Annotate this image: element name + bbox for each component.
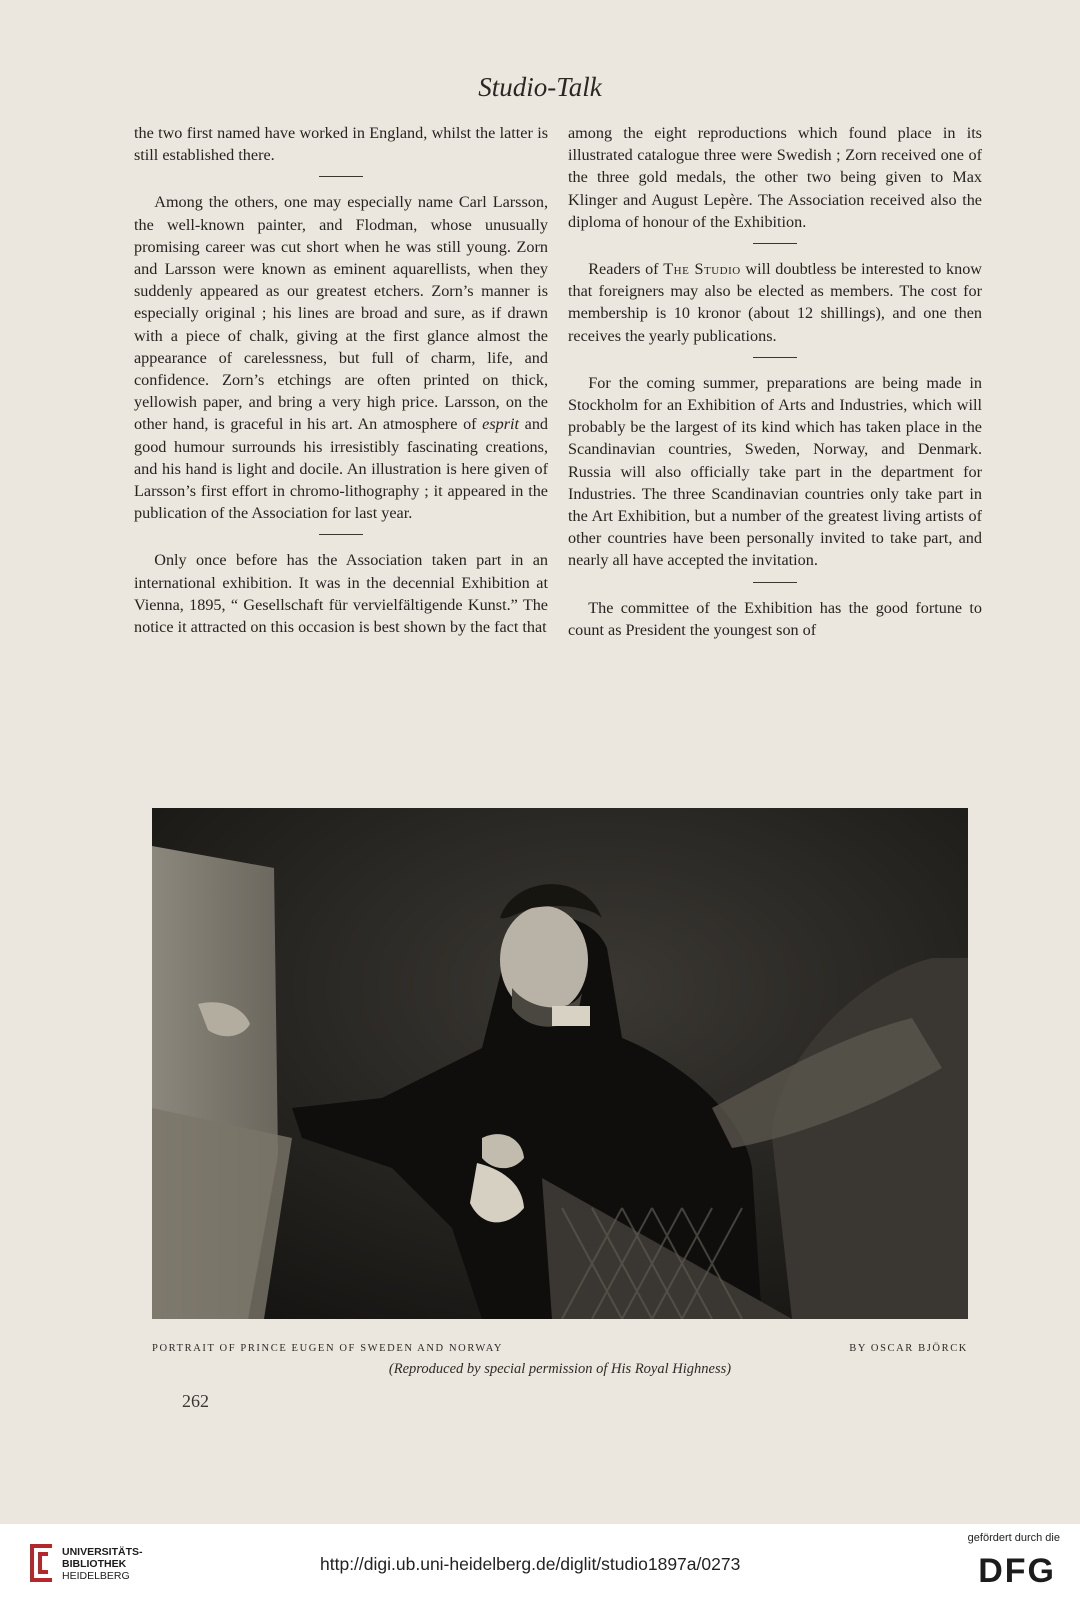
dfg-logo: DFG xyxy=(978,1552,1056,1590)
source-url-link[interactable]: http://digi.ub.uni-heidelberg.de/diglit/studio1897a/0273 xyxy=(320,1554,741,1574)
paragraph: The committee of the Exhibition has the good fortune to count as President the youngest son of xyxy=(568,598,982,639)
running-header: Studio-Talk xyxy=(478,72,602,102)
section-divider xyxy=(753,243,797,244)
paragraph: among the eight reproductions which found place in its illustrated catalogue three were Swedish ; Zorn received one of the three gold medals, the other two being given to Max Klinger and August Lepère. The Association received also the diploma of honour of the Exhibition. xyxy=(568,124,982,231)
caption-artist: BY OSCAR BJÖRCK xyxy=(849,1343,968,1354)
collar xyxy=(552,1006,590,1026)
paragraph: Among the others, one may especially name Carl Larsson, the well-known painter, and Flodman, whose unusually promising career was cut short when he was still young. Zorn and Larsson were known as eminent aquarellists, when they suddenly appeared as our greatest etchers. Zorn’s manner is especially original ; his lines are broad and sure, as if drawn with a piece of chalk, giving at the first glance almost the appearance of carelessness, but full of charm, life, and confidence. Zorn’s etchings are often printed on thick, yellowish paper, and bring a very high price. Larsson, on the other hand, is graceful in his art. An atmosphere of esprit and good humour surrounds his irresistibly fascinating creations, and his hand is light and docile. An illustration is here given of Larsson’s first effort in chromo-lithography ; it appeared in the publication of the Association for last year. xyxy=(134,193,549,523)
portrait-photograph xyxy=(152,808,968,1319)
page-number: 262 xyxy=(182,1391,209,1411)
caption-title: PORTRAIT OF PRINCE EUGEN OF SWEDEN AND NORWAY xyxy=(152,1343,504,1354)
paragraph: For the coming summer, preparations are being made in Stockholm for an Exhibition of Arts and Industries, which will probably be the largest of its kind which has taken place in the Scandinavian countries, Sweden, Norway, and Denmark. Russia will also officially take part in the department for Industries. The three Scandinavian countries only take part in the Art Exhibition, but a number of the greatest living artists of other countries have been personally invited to take part, and nearly all have accepted the invitation. xyxy=(568,373,982,570)
section-divider xyxy=(319,534,363,535)
section-divider xyxy=(753,357,797,358)
paragraph: the two first named have worked in England, whilst the latter is still established there. xyxy=(134,124,548,165)
section-divider xyxy=(753,582,797,583)
paragraph: Only once before has the Association taken part in an international exhibition. It was in the decennial Exhibition at Vienna, 1895, “ Gesellschaft für vervielfältigende Kunst.” The notice it attracted on this occasion is best shown by the fact that xyxy=(134,551,548,637)
right-column xyxy=(568,122,982,641)
library-logo-icon xyxy=(26,1542,56,1584)
section-divider xyxy=(319,176,363,177)
magazine-name: The Studio xyxy=(663,260,741,279)
left-column xyxy=(134,122,548,638)
portrait-illustration xyxy=(152,808,968,1319)
italic-word: esprit xyxy=(482,415,520,434)
reproduction-note: (Reproduced by special permission of His Royal Highness) xyxy=(388,1361,732,1377)
funding-note: gefördert durch die xyxy=(967,1532,1060,1544)
library-name: UNIVERSITÄTS- BIBLIOTHEK HEIDELBERG xyxy=(62,1546,143,1582)
paragraph: Readers of The Studio will doubtless be interested to know that foreigners may also be elected as members. The cost for membership is 10 kronor (about 12 shillings), and one then receives the yearly publications. xyxy=(568,260,982,345)
